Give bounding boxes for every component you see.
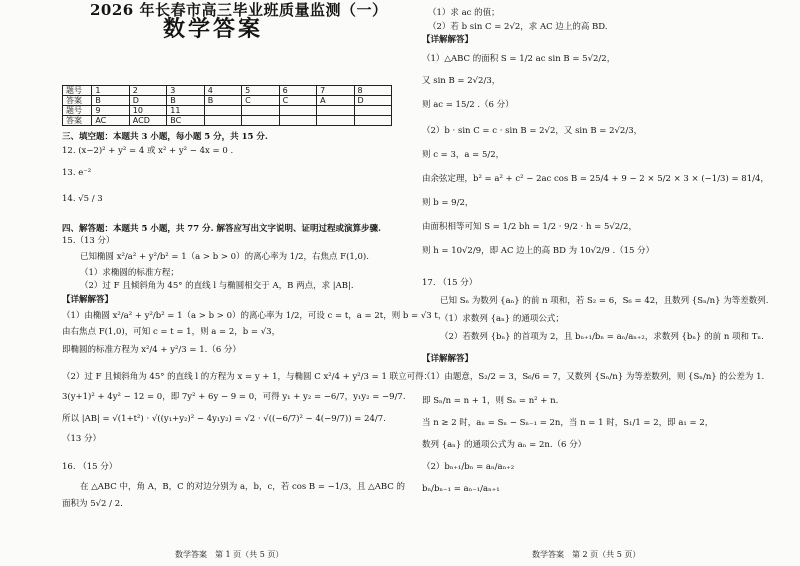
- table-cell: C: [279, 96, 316, 106]
- exam-title: 2026 年长春市高三毕业班质量监测（一）: [90, 1, 388, 19]
- solution-16-line: 由面积相等可知 S = 1/2 bh = 1/2 · 9/2 · h = 5√2/2，: [422, 222, 637, 232]
- table-cell: [242, 106, 279, 116]
- problem-16-part2: （2）若 b sin C = 2√2，求 AC 边上的高 BD.: [428, 22, 608, 32]
- solution-17-line: bₙ/bₙ₋₁ = aₙ₋₁/aₙ₊₁: [422, 484, 500, 494]
- table-cell: 11: [167, 106, 204, 116]
- table-cell: 10: [129, 106, 166, 116]
- table-row: [63, 86, 392, 96]
- table-cell: [279, 106, 316, 116]
- answer-13: 13. e⁻²: [62, 168, 92, 178]
- table-cell: [279, 116, 316, 126]
- problem-15-text: 已知椭圆 x²/a² + y²/b² = 1（a > b > 0）的离心率为 1/2，右焦点 F(1,0).: [80, 252, 369, 262]
- problem-15-part1: （1）求椭圆的标准方程；: [80, 268, 179, 278]
- table-cell: C: [242, 96, 279, 106]
- problem-15-part2: （2）过 F 且倾斜角为 45° 的直线 l 与椭圆相交于 A，B 两点，求 |AB|.: [80, 281, 354, 291]
- solution-15-line: 3(y+1)² + 4y² − 12 = 0，即 7y² + 6y − 9 = 0，可得 y₁ + y₂ = −6/7，y₁y₂ = −9/7.: [62, 392, 406, 402]
- table-cell: [354, 106, 391, 116]
- solution-17-line: 即 Sₙ/n = n + 1，则 Sₙ = n² + n.: [422, 396, 559, 406]
- solution-17-line: （2）bₙ₊₁/bₙ = aₙ/aₙ₊₂: [422, 462, 515, 472]
- solution-16-line: 则 h = 10√2/9，即 AC 边上的高 BD 为 10√2/9 .（15 分）: [422, 246, 655, 256]
- solution-15-line: 由右焦点 F(1,0)，可知 c = t = 1，则 a = 2，b = √3，: [62, 327, 281, 337]
- solution-16-line: 则 b = 9/2，: [422, 198, 474, 208]
- table-cell: D: [354, 96, 391, 106]
- solution-15-score: （13 分）: [62, 434, 102, 444]
- table-row: [63, 96, 392, 106]
- table-cell: B: [204, 96, 241, 106]
- solution-16-line: （2）b · sin C = c · sin B = 2√2，又 sin B = 2√2/3，: [422, 126, 643, 136]
- problem-16-header: 16. （15 分）: [62, 462, 118, 472]
- table-cell: BC: [167, 116, 204, 126]
- table-cell: [354, 116, 391, 126]
- answer-12: 12. (x−2)² + y² = 4 或 x² + y² − 4x = 0 .: [62, 146, 234, 156]
- problem-17-text: 已知 Sₙ 为数列 {aₙ} 的前 n 项和，若 S₂ = 6，S₆ = 42，且数列 {Sₙ/n} 为等差数列.: [440, 296, 769, 306]
- solution-16-line: 又 sin B = 2√2/3，: [422, 76, 501, 86]
- section-heading-fill-blank: 三、填空题：本题共 3 小题，每小题 5 分，共 15 分.: [62, 132, 268, 142]
- table-cell: [204, 116, 241, 126]
- table-cell: 5: [242, 86, 279, 96]
- table-cell: 8: [354, 86, 391, 96]
- problem-16-text: 在 △ABC 中，角 A，B，C 的对边分别为 a，b，c，若 cos B = −1/3，且 △ABC 的: [80, 482, 405, 492]
- table-cell: [242, 116, 279, 126]
- solution-heading-16: 【详解解答】: [422, 35, 474, 45]
- table-cell: [204, 106, 241, 116]
- solution-15-line: 即椭圆的标准方程为 x²/4 + y²/3 = 1.（6 分）: [62, 345, 241, 355]
- solution-16-line: 则 ac = 15/2 .（6 分）: [422, 100, 514, 110]
- solution-16-line: 由余弦定理，b² = a² + c² − 2ac cos B = 25/4 + 9 − 2 × 5/2 × 3 × (−1/3) = 81/4，: [422, 174, 769, 184]
- table-cell: 4: [204, 86, 241, 96]
- solution-15-line: 所以 |AB| = √(1+t²) · √((y₁+y₂)² − 4y₁y₂) = √2 · √((−6/7)² − 4(−9/7)) = 24/7.: [62, 414, 386, 424]
- table-cell: 2: [129, 86, 166, 96]
- section-heading-solutions: 四、解答题：本题共 5 小题，共 77 分. 解答应写出文字说明、证明过程或演算步骤.: [62, 224, 381, 234]
- table-cell: [317, 106, 354, 116]
- table-cell: B: [92, 96, 129, 106]
- answer-14: 14. √5 / 3: [62, 194, 103, 204]
- solution-17-line: （1）由题意，S₂/2 = 3，S₆/6 = 7，又数列 {Sₙ/n} 为等差数列，则 {Sₙ/n} 的公差为 1.: [422, 372, 765, 382]
- page-footer: 数学答案 第 1 页（共 5 页）: [175, 550, 284, 559]
- table-cell: 9: [92, 106, 129, 116]
- table-cell: B: [167, 96, 204, 106]
- table-cell: 6: [279, 86, 316, 96]
- table-cell: 题号: [63, 106, 92, 116]
- table-cell: D: [129, 96, 166, 106]
- solution-16-line: 则 c = 3，a = 5/2，: [422, 150, 505, 160]
- solution-17-line: 当 n ≥ 2 时，aₙ = Sₙ − Sₙ₋₁ = 2n，当 n = 1 时，S₁/1 = 2，即 a₁ = 2，: [422, 418, 714, 428]
- table-cell: AC: [92, 116, 129, 126]
- solution-16-line: （1）△ABC 的面积 S = 1/2 ac sin B = 5√2/2，: [422, 54, 616, 64]
- table-cell: 答案: [63, 116, 92, 126]
- solution-15-line: （1）由椭圆 x²/a² + y²/b² = 1（a > b > 0）的离心率为 1/2，可设 c = t，a = 2t，则 b = √3 t，: [62, 311, 447, 321]
- solution-heading-17: 【详解解答】: [422, 354, 474, 364]
- solution-17-line: 数列 {aₙ} 的通项公式为 aₙ = 2n.（6 分）: [422, 440, 587, 450]
- table-row: [63, 116, 392, 126]
- problem-15-header: 15.（13 分）: [62, 236, 115, 246]
- answer-title: 数学答案: [163, 16, 264, 42]
- problem-17-part2: （2）若数列 {bₙ} 的首项为 2，且 bₙ₊₁/bₙ = aₙ/aₙ₊₂，求数列 {bₙ} 的前 n 项和 Tₙ.: [440, 332, 764, 342]
- problem-17-part1: （1）求数列 {aₙ} 的通项公式；: [440, 314, 564, 324]
- problem-16-part1: （1）求 ac 的值；: [428, 8, 500, 18]
- table-cell: [317, 116, 354, 126]
- solution-heading-15: 【详解解答】: [62, 295, 114, 305]
- table-cell: 1: [92, 86, 129, 96]
- table-cell: ACD: [129, 116, 166, 126]
- page-footer: 数学答案 第 2 页（共 5 页）: [532, 550, 641, 559]
- solution-15-line: （2）过 F 且倾斜角为 45° 的直线 l 的方程为 x = y + 1，与椭圆 C x²/4 + y²/3 = 1 联立可得：: [62, 372, 433, 382]
- table-cell: A: [317, 96, 354, 106]
- page-2: [400, 0, 800, 566]
- table-cell: 答案: [63, 96, 92, 106]
- table-row: [63, 106, 392, 116]
- table-cell: 题号: [63, 86, 92, 96]
- problem-16-text: 面积为 5√2 / 2.: [62, 499, 123, 509]
- answer-table: [62, 85, 392, 126]
- table-cell: 3: [167, 86, 204, 96]
- table-cell: 7: [317, 86, 354, 96]
- problem-17-header: 17. （15 分）: [422, 278, 478, 288]
